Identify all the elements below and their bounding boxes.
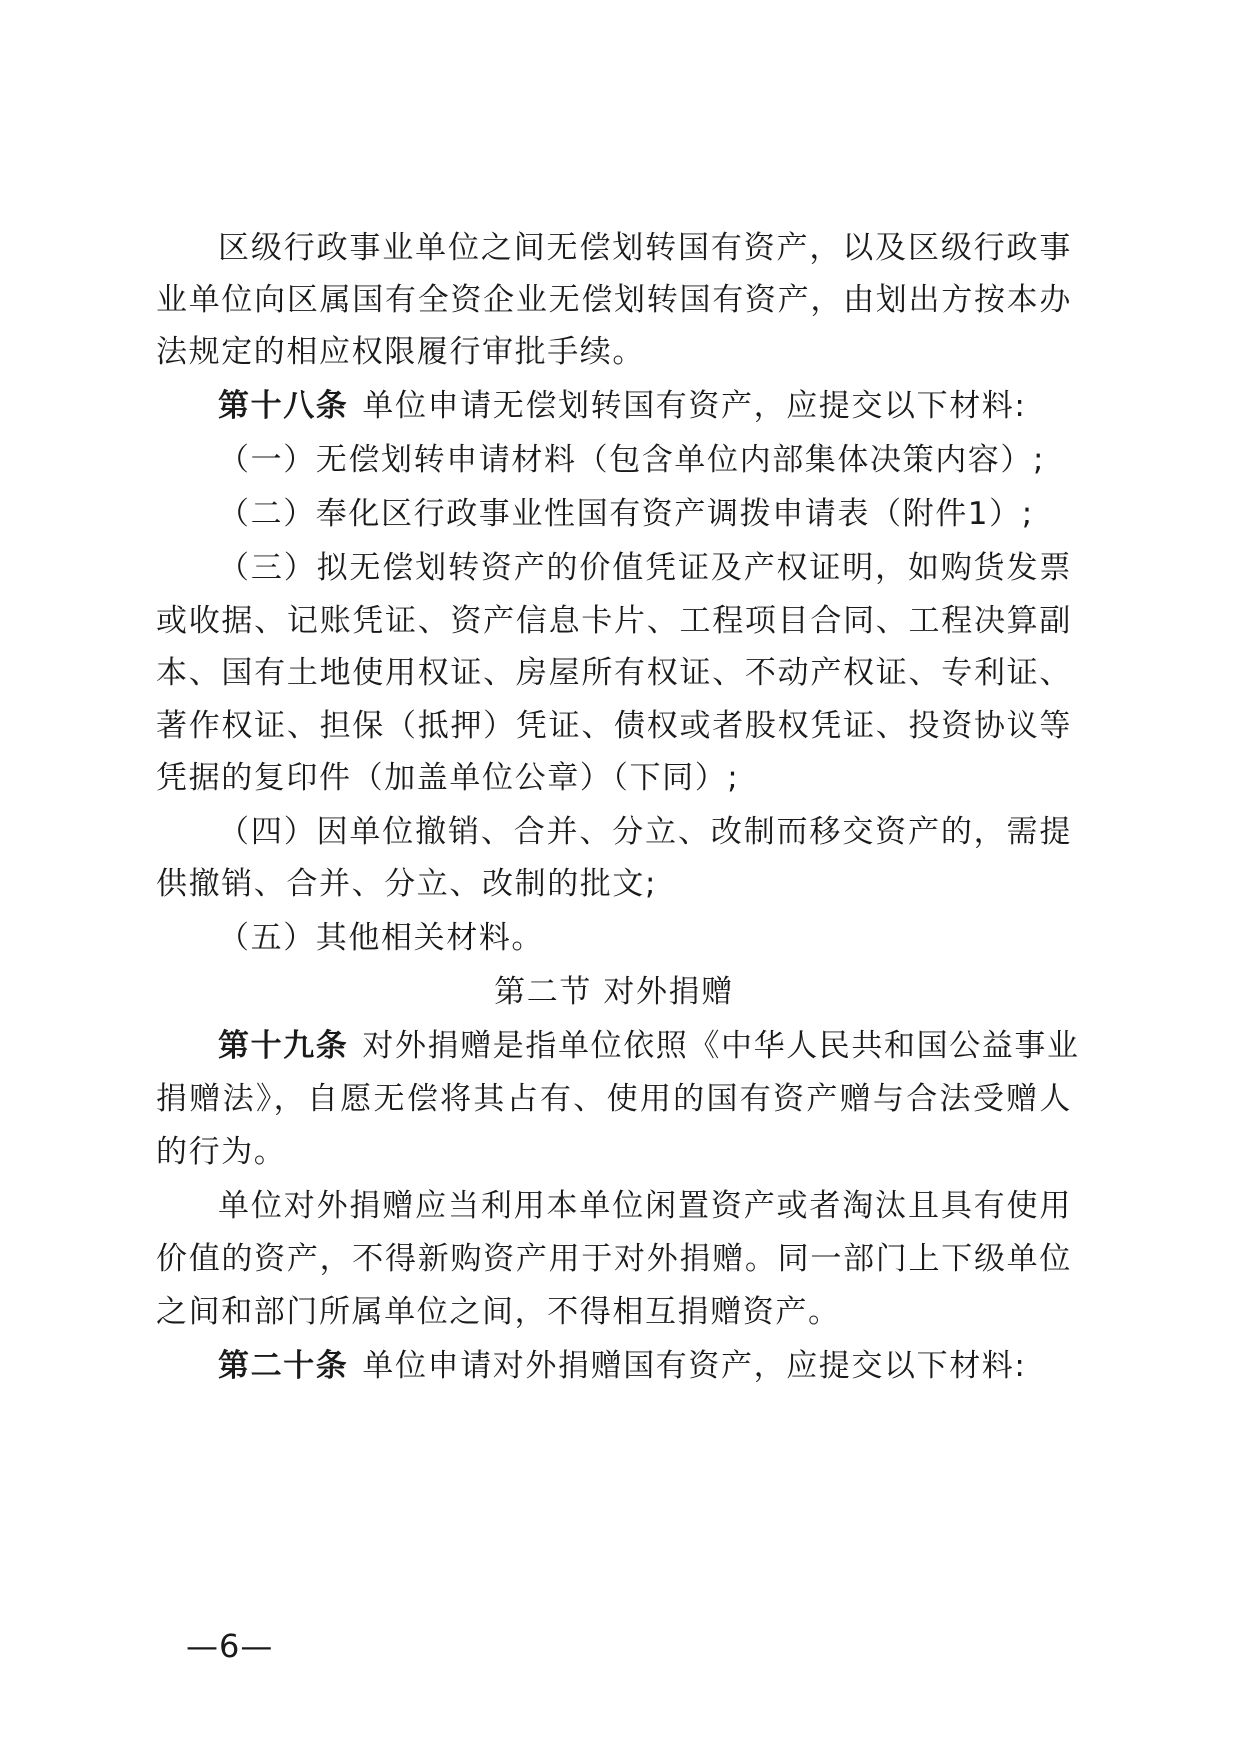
list-item-continued: 或收据、记账凭证、资产信息卡片、工程项目合同、工程决算副	[156, 603, 1072, 639]
list-item: （一）无偿划转申请材料（包含单位内部集体决策内容）;	[218, 442, 1046, 478]
article-19-text: 对外捐赠是指单位依照《中华人民共和国公益事业	[362, 1028, 1080, 1064]
paragraph-line: 区级行政事业单位之间无偿划转国有资产，以及区级行政事	[218, 230, 1072, 266]
article-20-intro	[218, 1346, 1026, 1386]
list-item: （五）其他相关材料。	[218, 920, 544, 956]
article-18-label: 第十八条	[218, 388, 349, 424]
paragraph-line: 价值的资产，不得新购资产用于对外捐赠。同一部门上下级单位	[156, 1241, 1072, 1277]
list-item: （三）拟无偿划转资产的价值凭证及产权证明，如购货发票	[218, 550, 1072, 586]
article-19-intro	[218, 1026, 1080, 1066]
article-20-label: 第二十条	[218, 1348, 349, 1384]
paragraph-line: 业单位向区属国有全资企业无偿划转国有资产，由划出方按本办	[156, 282, 1072, 318]
list-item-continued: 著作权证、担保（抵押）凭证、债权或者股权凭证、投资协议等	[156, 708, 1072, 744]
paragraph-line: 捐赠法》，自愿无偿将其占有、使用的国有资产赠与合法受赠人	[156, 1081, 1072, 1117]
article-20-text: 单位申请对外捐赠国有资产，应提交以下材料:	[362, 1348, 1027, 1384]
article-18-text: 单位申请无偿划转国有资产，应提交以下材料:	[362, 388, 1027, 424]
section-heading: 第二节 对外捐赠	[494, 974, 734, 1010]
paragraph-line: 之间和部门所属单位之间，不得相互捐赠资产。	[156, 1294, 841, 1330]
article-19-label: 第十九条	[218, 1028, 349, 1064]
article-18-intro	[218, 386, 1026, 426]
paragraph-line: 法规定的相应权限履行审批手续。	[156, 334, 645, 370]
list-item: （四）因单位撤销、合并、分立、改制而移交资产的，需提	[218, 814, 1072, 850]
paragraph-line: 单位对外捐赠应当利用本单位闲置资产或者淘汰且具有使用	[218, 1188, 1072, 1224]
paragraph-line: 的行为。	[156, 1134, 287, 1170]
list-item-continued: 凭据的复印件（加盖单位公章）（下同）;	[156, 760, 740, 796]
list-item-continued: 本、国有土地使用权证、房屋所有权证、不动产权证、专利证、	[156, 655, 1072, 691]
page-number: —6—	[186, 1627, 274, 1665]
list-item: （二）奉化区行政事业性国有资产调拨申请表（附件1）;	[218, 496, 1034, 532]
list-item-continued: 供撤销、合并、分立、改制的批文;	[156, 866, 658, 902]
